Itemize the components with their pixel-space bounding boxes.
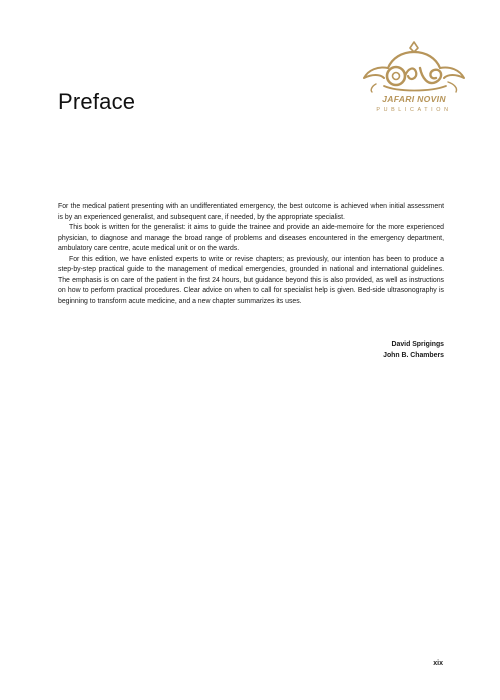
preface-paragraph: For this edition, we have enlisted experts to write or revise chapters; as previously, our intention has been to produce a step-by-step practical guide to the management of medical emergencies, grounded in national and international guidelines. The emphasis is on care of the patient in the first 24 hours, but guidance beyond this is also provided, as well as instructions on how to perform practical procedures. Clear advice on when to call for specialist help is given. Bed-side ultrasonography is beginning to transform acute medicine, and a new chapter summarizes its uses. xyxy=(58,255,444,305)
page-title: Preface xyxy=(58,88,136,114)
page-number: xix xyxy=(433,660,443,667)
publisher-subtitle: PUBLICATION xyxy=(376,107,452,113)
publisher-logo xyxy=(352,38,476,124)
publisher-emblem-icon xyxy=(358,38,470,94)
author-name: David Sprigings xyxy=(391,341,444,348)
preface-body xyxy=(58,202,444,307)
preface-paragraph: This book is written for the generalist: it aims to guide the trainee and provide an aide-memoire for the more experienced physician, to diagnose and manage the broad range of problems and diseases encountered in the emergency department, ambulatory care centre, acute medical unit or on the wards. xyxy=(58,224,444,252)
author-name: John B. Chambers xyxy=(383,351,444,359)
preface-paragraph: For the medical patient presenting with an undifferentiated emergency, the best outcome is achieved when initial assessment is by an experienced generalist, and subsequent care, if needed, by the appropriate specialist. xyxy=(58,203,444,221)
publisher-name: JAFARI NOVIN xyxy=(382,94,446,104)
author-signatures xyxy=(58,340,444,361)
